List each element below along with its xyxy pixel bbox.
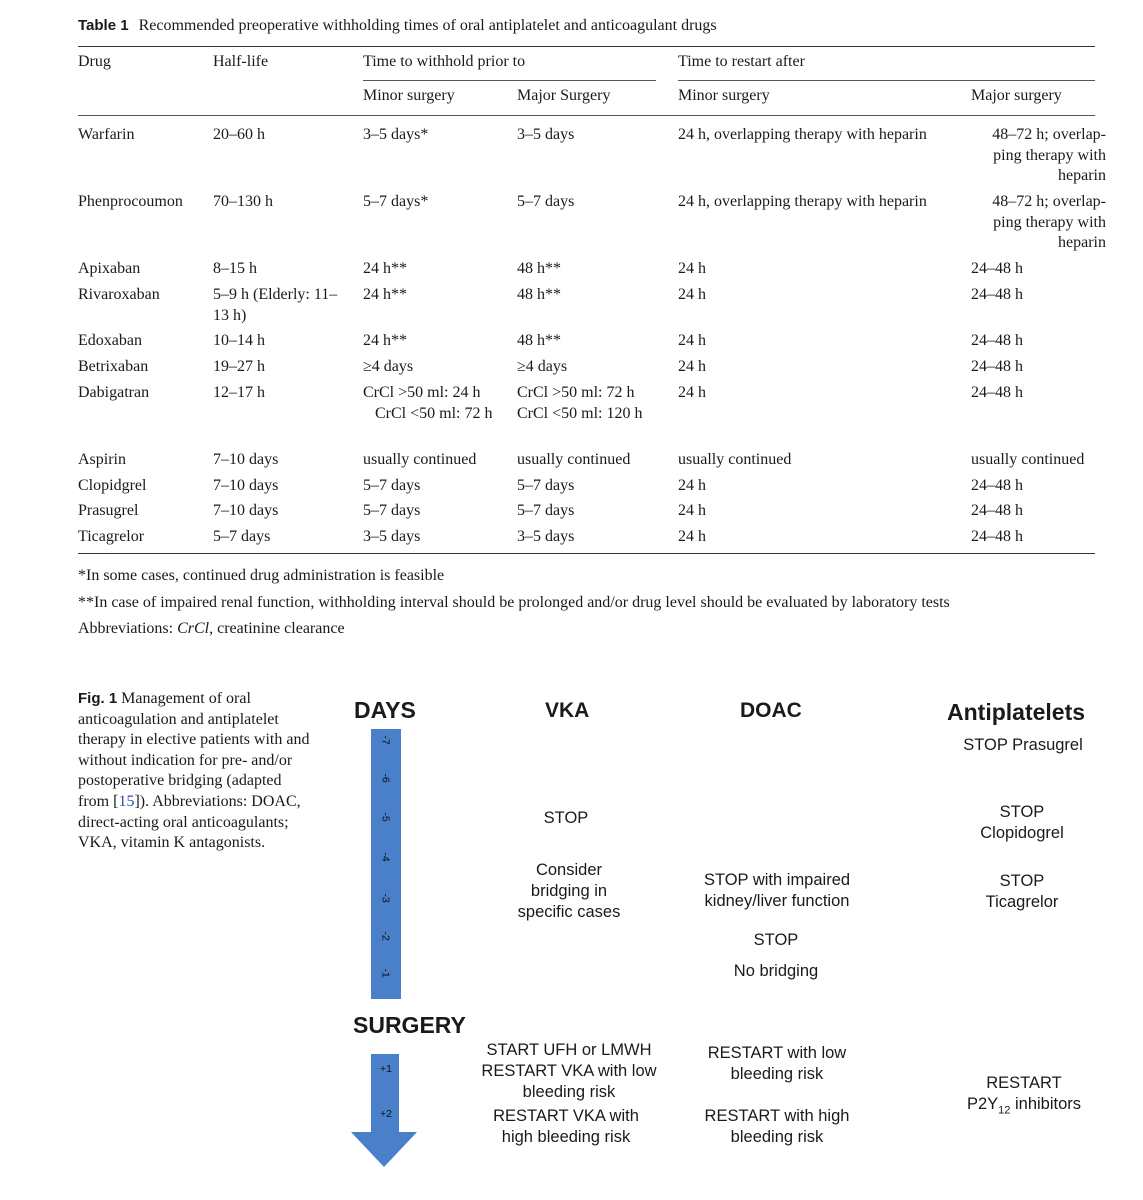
table-cell-withhold-minor: usually continued (363, 451, 477, 468)
table-cell-withhold-minor: 5–7 days (363, 502, 421, 519)
table-cell-withhold-minor: 5–7 days (363, 477, 421, 494)
table-cell-half-life: 19–27 h (213, 358, 265, 375)
table-cell-restart-major: 48–72 h; overlap-ping therapy with heparin (992, 193, 1106, 251)
table-cell-restart-minor: 24 h (678, 260, 706, 277)
day-tick-post: +1 (380, 1063, 392, 1075)
table-cell-withhold-minor: CrCl >50 ml: 24 h CrCl <50 ml: 72 h (363, 384, 493, 422)
figure-caption (78, 689, 316, 854)
table-cell-restart-minor: 24 h (678, 384, 706, 401)
table-cell-drug: Edoxaban (78, 332, 142, 349)
day-tick-post: +2 (380, 1108, 392, 1120)
table-cell-half-life: 5–9 h (Elderly: 11–13 h) (213, 286, 338, 324)
table-cell-withhold-major: 48 h** (517, 260, 561, 277)
vka-heading: VKA (545, 699, 590, 722)
antiplatelet-restart-rest: inhibitors (1010, 1094, 1082, 1113)
withhold-group-rule (363, 80, 656, 81)
vka-bridging: Consider bridging in specific cases (517, 861, 621, 921)
table-cell-withhold-minor: 3–5 days (363, 528, 421, 545)
table-cell-withhold-major: usually continued (517, 451, 631, 468)
header-minor-restart: Minor surgery (678, 87, 770, 104)
day-tick: -5 (380, 812, 392, 822)
doac-stop-impaired: STOP with impaired kidney/liver function (703, 871, 851, 910)
table-cell-restart-minor: 24 h (678, 528, 706, 545)
antiplatelet-restart-word: RESTART (986, 1074, 1062, 1092)
table-cell-restart-minor: 24 h (678, 332, 706, 349)
table-cell-withhold-major: 5–7 days (517, 193, 575, 210)
table-cell-restart-minor: 24 h, overlapping therapy with heparin (678, 126, 927, 143)
table-cell-drug: Ticagrelor (78, 528, 145, 545)
surgery-label: SURGERY (353, 1012, 466, 1038)
table-cell-withhold-minor: 24 h** (363, 286, 407, 303)
table-cell-restart-major: 24–48 h (971, 477, 1023, 494)
footnote-abbreviations (78, 620, 345, 638)
table-cell-half-life: 12–17 h (213, 384, 265, 401)
timeline-bar (371, 729, 401, 999)
restart-group-rule (678, 80, 1095, 81)
table-cell-restart-major: 24–48 h (971, 286, 1023, 303)
table-cell-half-life: 70–130 h (213, 193, 273, 210)
table-cell-withhold-major: ≥4 days (517, 358, 568, 375)
table-cell-withhold-major: 3–5 days (517, 528, 575, 545)
table-cell-restart-major: 24–48 h (971, 384, 1023, 401)
table-cell-drug: Aspirin (78, 451, 126, 468)
table-cell-drug: Warfarin (78, 126, 135, 143)
table-cell-withhold-major: 48 h** (517, 332, 561, 349)
table-cell-withhold-minor: 5–7 days* (363, 193, 429, 210)
antiplatelet-restart-p2y: P2Y (966, 1094, 999, 1113)
table-cell-restart-major: usually continued (971, 451, 1085, 468)
abbrev-prefix: Abbreviations: (78, 620, 178, 637)
table-cell-withhold-major: 3–5 days (517, 126, 575, 143)
figure-label: Fig. 1 (78, 690, 118, 707)
table-cell-restart-major: 24–48 h (971, 502, 1023, 519)
header-bottom-rule (78, 115, 1095, 116)
table-cell-half-life: 10–14 h (213, 332, 265, 349)
vka-stop: STOP (543, 809, 589, 827)
day-tick: -6 (380, 773, 392, 783)
day-tick: -3 (380, 893, 392, 903)
table-cell-withhold-major: 48 h** (517, 286, 561, 303)
vka-restart-high-risk: RESTART VKA with high bleeding risk (493, 1107, 639, 1146)
day-tick: -4 (380, 852, 392, 862)
table-cell-restart-major: 24–48 h (971, 528, 1023, 545)
figure-caption-text: Management of oral anticoagulation and antiplatelet therapy in elective patients with and without indication for pre- and/or postoperative bridging (adapted from [ (78, 690, 310, 810)
table-cell-withhold-major: 5–7 days (517, 502, 575, 519)
footnote-double-star: **In case of impaired renal function, withholding interval should be prolonged and/or drug level should be evaluated by laboratory tests (78, 594, 950, 611)
doac-restart-low-risk: RESTART with low bleeding risk (707, 1044, 847, 1083)
table-bottom-rule (78, 553, 1095, 554)
table-cell-withhold-major: CrCl >50 ml: 72 h CrCl <50 ml: 120 h (517, 384, 643, 422)
table-title: Recommended preoperative withholding times of oral antiplatelet and anticoagulant drugs (138, 17, 717, 34)
table-cell-withhold-minor: 24 h** (363, 260, 407, 277)
table-cell-drug: Phenprocoumon (78, 193, 183, 210)
table-cell-drug: Rivaroxaban (78, 286, 160, 303)
table-cell-restart-major: 24–48 h (971, 358, 1023, 375)
table-cell-restart-minor: 24 h, overlapping therapy with heparin (678, 193, 927, 210)
abbrev-rest: , creatinine clearance (209, 620, 345, 637)
table-cell-drug: Apixaban (78, 260, 141, 277)
day-tick: -7 (380, 735, 392, 745)
antiplatelet-stop-clopidogrel: STOP Clopidogrel (980, 803, 1064, 842)
antiplatelet-restart-sub: 12 (998, 1104, 1011, 1117)
header-restart-group: Time to restart after (678, 53, 805, 70)
table-cell-drug: Betrixaban (78, 358, 149, 375)
day-tick: -1 (380, 968, 392, 978)
table-cell-withhold-minor: 24 h** (363, 332, 407, 349)
table-cell-restart-major: 48–72 h; overlap-ping therapy with heparin (992, 126, 1106, 184)
vka-restart-low-risk: START UFH or LMWH RESTART VKA with low bleeding risk (481, 1041, 657, 1101)
doac-restart-high-risk: RESTART with high bleeding risk (704, 1107, 850, 1146)
table-label: Table 1 (78, 17, 129, 34)
table-top-rule (78, 46, 1095, 47)
antiplatelet-stop-ticagrelor: STOP Ticagrelor (985, 872, 1059, 911)
table-cell-half-life: 8–15 h (213, 260, 257, 277)
table-cell-restart-minor: 24 h (678, 502, 706, 519)
day-tick: -2 (380, 931, 392, 941)
table-cell-withhold-minor: 3–5 days* (363, 126, 429, 143)
table-cell-drug: Clopidgrel (78, 477, 147, 494)
table-cell-half-life: 5–7 days (213, 528, 271, 545)
header-major-withhold: Major Surgery (517, 87, 611, 104)
antiplatelet-stop-prasugrel: STOP Prasugrel (963, 736, 1083, 754)
table-cell-half-life: 7–10 days (213, 477, 279, 494)
header-half-life: Half-life (213, 53, 269, 70)
abbrev-term: CrCl (177, 620, 210, 637)
figure-caption-text-end: ]). Abbreviations: DOAC, direct-acting oral anticoagulants; VKA, vitamin K antagonists. (78, 792, 301, 852)
figure-caption-ref[interactable]: 15 (118, 792, 135, 810)
table-cell-restart-minor: 24 h (678, 477, 706, 494)
doac-heading: DOAC (740, 699, 802, 722)
days-heading: DAYS (354, 697, 416, 723)
footnote-single-star: *In some cases, continued drug administration is feasible (78, 567, 445, 584)
antiplatelet-restart (967, 1073, 1081, 1121)
table-cell-restart-minor: 24 h (678, 286, 706, 303)
table-cell-half-life: 20–60 h (213, 126, 265, 143)
table-cell-restart-minor: usually continued (678, 451, 792, 468)
header-minor-withhold: Minor surgery (363, 87, 455, 104)
table-cell-drug: Prasugrel (78, 502, 139, 519)
table-cell-withhold-major: 5–7 days (517, 477, 575, 494)
table-cell-half-life: 7–10 days (213, 502, 279, 519)
doac-no-bridging: No bridging (733, 962, 819, 980)
table-caption (78, 17, 717, 35)
doac-stop: STOP (753, 931, 799, 949)
header-withhold-group: Time to withhold prior to (363, 53, 526, 70)
table-cell-restart-major: 24–48 h (971, 260, 1023, 277)
table-cell-restart-minor: 24 h (678, 358, 706, 375)
table-cell-withhold-minor: ≥4 days (363, 358, 414, 375)
table-cell-restart-major: 24–48 h (971, 332, 1023, 349)
header-drug: Drug (78, 53, 111, 70)
header-major-restart: Major surgery (971, 87, 1062, 104)
antiplatelets-heading: Antiplatelets (947, 699, 1086, 725)
table-cell-half-life: 7–10 days (213, 451, 279, 468)
table-cell-drug: Dabigatran (78, 384, 150, 401)
